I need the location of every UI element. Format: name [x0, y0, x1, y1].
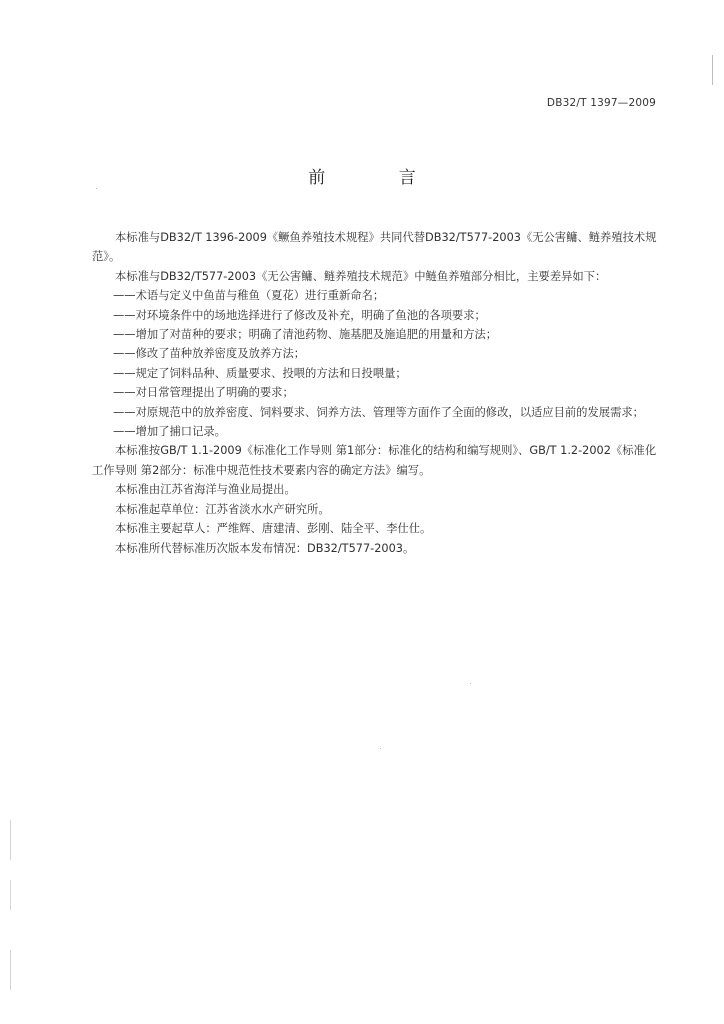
list-item: ——对环境条件中的场地选择进行了修改及补充，明确了鱼池的各项要求； [113, 308, 486, 322]
paragraph-proposer: 本标准由江苏省海洋与渔业局提出。 [115, 483, 296, 497]
list-item: ——对日常管理提出了明确的要求； [113, 386, 294, 400]
scan-edge-mark [10, 950, 11, 990]
document-code: DB32/T 1397—2009 [546, 97, 656, 109]
paragraph-previous-editions: 本标准所代替标准历次版本发布情况：DB32/T577-2003。 [115, 541, 415, 555]
paragraph-differences-intro: 本标准与DB32/T577-2003《无公害鳙、鲢养殖技术规范》中鲢鱼养殖部分相比，主要差异如下： [115, 269, 607, 283]
list-item: ——增加了对苗种的要求；明确了清池药物、施基肥及施追肥的用量和方法； [113, 328, 498, 342]
list-item: ——对原规范中的放养密度、饲料要求、饲养方法、管理等方面作了全面的修改，以适应目前的发展需求； [113, 405, 644, 419]
paragraph-replacement: 本标准与DB32/T 1396-2009《鳜鱼养殖技术规程》共同代替DB32/T577-2003《无公害鳙、鲢养殖技术规范》。 [92, 231, 657, 264]
scan-speck [380, 748, 381, 749]
scan-edge-mark [10, 820, 11, 860]
list-item: ——规定了饲料品种、质量要求、投喂的方法和日投喂量； [113, 366, 407, 380]
paragraph-drafting-rules: 本标准按GB/T 1.1-2009《标准化工作导则 第1部分：标准化的结构和编写规则》、GB/T 1.2-2002《标准化工作导则 第2部分：标准中规范性技术要素内容的确定方法》编写。 [92, 444, 657, 477]
list-item: ——修改了苗种放养密度及放养方法； [113, 347, 306, 361]
paragraph-drafting-unit: 本标准起草单位：江苏省淡水水产研究所。 [115, 502, 330, 516]
foreword-body [92, 228, 664, 558]
paragraph-drafters: 本标准主要起草人：严维辉、唐建清、彭刚、陆全平、李仕仕。 [115, 522, 432, 536]
scan-edge-mark [10, 880, 11, 910]
scan-speck [96, 188, 97, 189]
page-title: 前 言 [308, 168, 450, 188]
scan-edge-mark [712, 55, 713, 85]
list-item: ——增加了捕口记录。 [113, 425, 226, 439]
scan-speck [470, 683, 471, 684]
list-item: ——术语与定义中鱼苗与稚鱼（夏花）进行重新命名； [113, 289, 385, 303]
